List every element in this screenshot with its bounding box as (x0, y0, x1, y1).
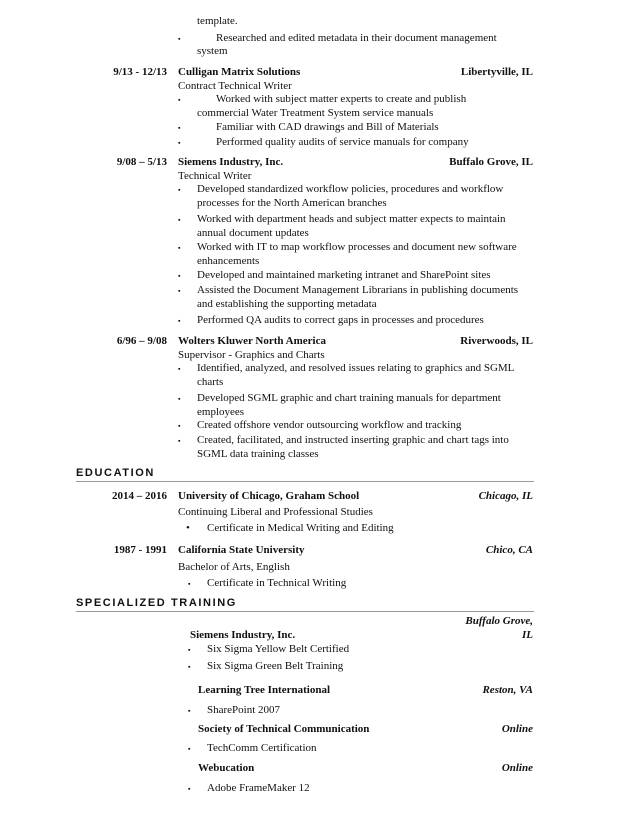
bullet-text: Created, facilitated, and instructed inserting graphic and chart tags into (197, 434, 509, 446)
training-location: Buffalo Grove, (465, 615, 533, 627)
education-dates: 1987 - 1991 (113, 544, 167, 556)
training-organization: Society of Technical Communication (198, 723, 370, 735)
bullet-text-continued: SGML data training classes (197, 448, 319, 460)
job-title: Supervisor - Graphics and Charts (178, 349, 325, 361)
bullet-square-icon: ▪ (178, 186, 181, 194)
bullet-text-continued: enhancements (197, 255, 260, 267)
section-divider (76, 481, 534, 482)
section-heading-education: EDUCATION (76, 467, 155, 479)
job-title: Contract Technical Writer (178, 80, 292, 92)
job-location: Libertyville, IL (460, 66, 533, 78)
continuation-text: template. (197, 15, 238, 27)
bullet-square-icon: ▪ (178, 216, 181, 224)
bullet-text: TechComm Certification (207, 742, 317, 754)
bullet-text-continued: processes for the North American branches (197, 197, 387, 209)
bullet-square-icon: ▪ (178, 96, 181, 104)
bullet-square-icon: ▪ (178, 395, 181, 403)
bullet-text: Certificate in Medical Writing and Editing (207, 522, 394, 534)
bullet-text: Worked with department heads and subject matter expects to maintain (197, 213, 506, 225)
bullet-square-icon: ▪ (178, 272, 181, 280)
bullet-square-icon: ▪ (178, 365, 181, 373)
section-divider (76, 611, 534, 612)
bullet-square-icon: ▪ (188, 785, 191, 793)
bullet-square-icon: ▪ (178, 437, 181, 445)
education-institution: California State University (178, 544, 305, 556)
bullet-text-continued: charts (197, 376, 224, 388)
training-organization: Learning Tree International (198, 684, 330, 696)
bullet-square-icon: ▪ (188, 707, 191, 715)
bullet-text-continued: commercial Water Treatment System service manuals (197, 107, 434, 119)
job-location: Riverwoods, IL (460, 335, 533, 347)
training-organization: Siemens Industry, Inc. (190, 629, 296, 641)
bullet-text: Developed standardized workflow policies, procedures and workflow (197, 183, 504, 195)
education-dates: 2014 – 2016 (112, 490, 167, 502)
bullet-text: Identified, analyzed, and resolved issues relating to graphics and SGML (197, 362, 515, 374)
training-location: Online (501, 762, 533, 774)
bullet-text: Developed SGML graphic and chart training manuals for department (197, 392, 501, 404)
bullet-square-icon: ▪ (178, 139, 181, 147)
bullet-text: Worked with IT to map workflow processes and document new software (197, 241, 517, 253)
bullet-text-continued: employees (197, 406, 245, 418)
education-location: Chicago, IL (478, 490, 533, 502)
bullet-text: Performed QA audits to correct gaps in processes and procedures (197, 314, 484, 326)
education-program: Continuing Liberal and Professional Studies (178, 506, 373, 518)
job-organization: Culligan Matrix Solutions (178, 66, 301, 78)
job-dates: 9/08 – 5/13 (116, 156, 167, 168)
bullet-text-continued: annual document updates (197, 227, 309, 239)
education-location: Chico, CA (485, 544, 533, 556)
bullet-text: Developed and maintained marketing intranet and SharePoint sites (197, 269, 491, 281)
bullet-square-icon: ▪ (178, 287, 181, 295)
bullet-square-icon: ▪ (188, 646, 191, 654)
bullet-text: Familiar with CAD drawings and Bill of Materials (216, 121, 439, 133)
bullet-text: Created offshore vendor outsourcing workflow and tracking (197, 419, 462, 431)
job-organization: Siemens Industry, Inc. (178, 156, 284, 168)
bullet-text: Worked with subject matter experts to create and publish (216, 93, 467, 105)
bullet-text-continued: and establishing the supporting metadata (197, 298, 377, 310)
bullet-square-icon: ▪ (178, 422, 181, 430)
job-location: Buffalo Grove, IL (449, 156, 533, 168)
bullet-square-icon: ▪ (178, 317, 181, 325)
job-dates: 6/96 – 9/08 (116, 335, 167, 347)
education-program: Bachelor of Arts, English (178, 561, 290, 573)
job-dates: 9/13 - 12/13 (113, 66, 167, 78)
training-organization: Webucation (198, 762, 255, 774)
training-location: IL (522, 629, 533, 641)
education-institution: University of Chicago, Graham School (178, 490, 360, 502)
job-organization: Wolters Kluwer North America (178, 335, 326, 347)
training-location: Online (501, 723, 533, 735)
bullet-text: Six Sigma Green Belt Training (207, 660, 344, 672)
bullet-text: Performed quality audits of service manuals for company (216, 136, 469, 148)
bullet-text: Adobe FrameMaker 12 (207, 782, 310, 794)
bullet-square-icon: ▪ (178, 35, 181, 43)
bullet-square-icon: ▪ (188, 580, 191, 588)
bullet-text: Certificate in Technical Writing (207, 577, 347, 589)
bullet-text: Six Sigma Yellow Belt Certified (207, 643, 350, 655)
bullet-square-icon: ▪ (178, 124, 181, 132)
bullet-text: Researched and edited metadata in their document management (216, 32, 497, 44)
bullet-text: SharePoint 2007 (207, 704, 281, 716)
bullet-text: Assisted the Document Management Librarians in publishing documents (197, 284, 519, 296)
bullet-square-icon: ▪ (188, 745, 191, 753)
continuation-text: system (197, 45, 228, 57)
job-title: Technical Writer (178, 170, 252, 182)
training-location: Reston, VA (482, 684, 533, 696)
bullet-square-icon: ▪ (178, 244, 181, 252)
section-heading-training: SPECIALIZED TRAINING (76, 597, 237, 609)
bullet-square-icon: ▪ (188, 663, 191, 671)
bullet-dot-icon: • (186, 522, 190, 534)
